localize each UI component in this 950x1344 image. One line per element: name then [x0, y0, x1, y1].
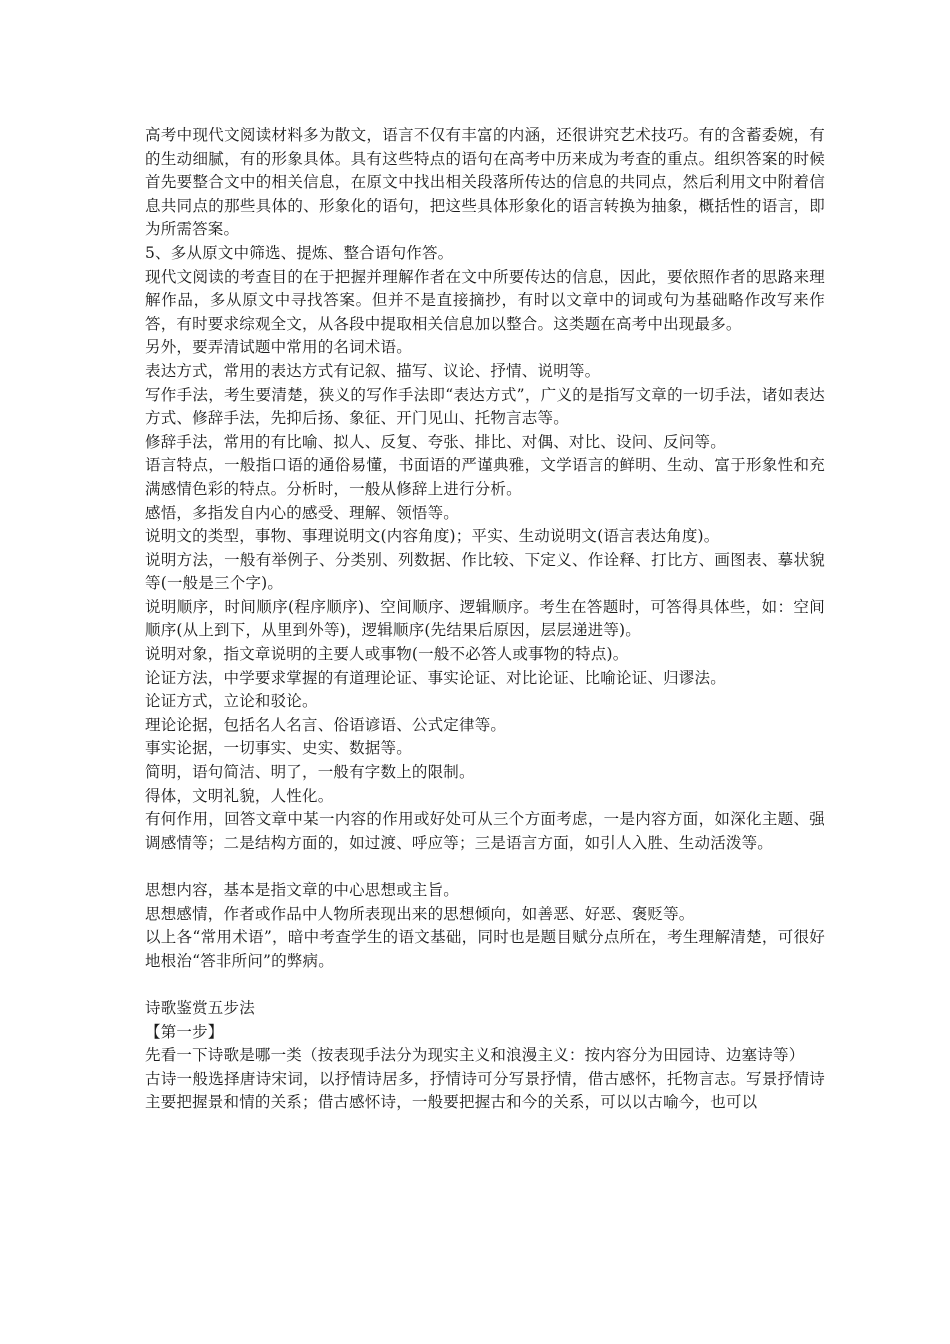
paragraph-terms-summary: 以上各“常用术语”，暗中考查学生的语文基础，同时也是题目赋分点所在，考生理解清楚，可很好地根治“答非所问”的弊病。 [145, 928, 825, 970]
paragraph-terms-intro: 另外，要弄清试题中常用的名词术语。 [145, 338, 412, 357]
paragraph-term-ideological-feelings: 思想感情，作者或作品中人物所表现出来的思想倾向，如善恶、好恶、褒贬等。 [145, 904, 695, 923]
paragraph-term-argument-style: 论证方式，立论和驳论。 [145, 692, 318, 711]
paragraph-term-expository-methods: 说明方法，一般有举例子、分类别、列数据、作比较、下定义、作诠释、打比方、画图表、摹状貌等(一般是三个字)。 [145, 550, 825, 593]
paragraph-step-1-intro: 先看一下诗歌是哪一类（按表现手法分为现实主义和浪漫主义：按内容分为田园诗、边塞诗等） [145, 1046, 805, 1065]
paragraph-term-expression: 表达方式，常用的表达方式有记叙、描写、议论、抒情、说明等。 [145, 361, 601, 380]
section-heading-poetry: 诗歌鉴赏五步法 [145, 998, 255, 1017]
paragraph-term-expository-types: 说明文的类型，事物、事理说明文(内容角度)；平实、生动说明文(语言表达角度)。 [145, 527, 720, 546]
step-heading-1: 【第一步】 [145, 1022, 224, 1041]
paragraph-term-ideological-content: 思想内容，基本是指文章的中心思想或主旨。 [145, 881, 460, 899]
blank-line [145, 855, 825, 879]
paragraph-term-expository-object: 说明对象，指文章说明的主要人或事物(一般不必答人或事物的特点)。 [145, 645, 629, 664]
paragraph-intro: 高考中现代文阅读材料多为散文，语言不仅有丰富的内涵，还很讲究艺术技巧。有的含蓄委婉，有的生动细腻，有的形象具体。具有这些特点的语句在高考中历来成为考查的重点。组织答案的时候首先要整合文中的相关信息，在原文中找出相关段落所传达的信息的共同点，然后利用文中附着信息共同点的那些具体的、形象化的语句，把这些具体形象化的语言转换为抽象，概括性的语言，即为所需答案。 [145, 126, 825, 239]
paragraph-term-theoretical-evidence: 理论论据，包括名人名言、俗语谚语、公式定律等。 [145, 715, 507, 734]
document-page [145, 124, 825, 1115]
paragraph-point-5: 5、多从原文中筛选、提炼、整合语句作答。 [145, 243, 454, 262]
paragraph-term-rhetoric: 修辞手法，常用的有比喻、拟人、反复、夸张、排比、对偶、对比、设问、反问等。 [145, 432, 726, 451]
paragraph-term-argument-methods: 论证方法，中学要求掌握的有道理论证、事实论证、对比论证、比喻论证、归谬法。 [145, 668, 726, 687]
paragraph-term-function: 有何作用，回答文章中某一内容的作用或好处可从三个方面考虑，一是内容方面，如深化主题、强调感情等；二是结构方面的，如过渡、呼应等；三是语言方面，如引人入胜、生动活泼等。 [145, 810, 825, 852]
blank-line [145, 973, 825, 997]
paragraph-term-factual-evidence: 事实论据，一切事实、史实、数据等。 [145, 739, 412, 758]
paragraph-term-appropriate: 得体，文明礼貌，人性化。 [145, 786, 334, 805]
paragraph-term-expository-order: 说明顺序，时间顺序(程序顺序)、空间顺序、逻辑顺序。考生在答题时，可答得具体些，如：空间顺序(从上到下，从里到外等)，逻辑顺序(先结果后原因，层层递进等)。 [145, 597, 825, 640]
paragraph-term-language-features: 语言特点，一般指口语的通俗易懂，书面语的严谨典雅，文学语言的鲜明、生动、富于形象性和充满感情色彩的特点。分析时，一般从修辞上进行分析。 [145, 456, 825, 498]
paragraph-step-1-detail: 古诗一般选择唐诗宋词，以抒情诗居多，抒情诗可分写景抒情，借古感怀，托物言志。写景抒情诗主要把握景和情的关系；借古感怀诗，一般要把握古和今的关系，可以以古喻今，也可以 [145, 1069, 825, 1112]
paragraph-term-writing-technique: 写作手法，考生要清楚，狭义的写作手法即“表达方式”，广义的是指写文章的一切手法，诸如表达方式、修辞手法，先抑后扬、象征、开门见山、托物言志等。 [145, 385, 825, 428]
paragraph-term-concise: 简明，语句简洁、明了，一般有字数上的限制。 [145, 763, 475, 782]
paragraph-term-insight: 感悟，多指发自内心的感受、理解、领悟等。 [145, 503, 460, 522]
paragraph-point-5-detail: 现代文阅读的考查目的在于把握并理解作者在文中所要传达的信息，因此，要依照作者的思路来理解作品，多从原文中寻找答案。但并不是直接摘抄，有时以文章中的词或句为基础略作改写来作答，有时要求综观全文，从各段中提取相关信息加以整合。这类题在高考中出现最多。 [145, 267, 825, 333]
